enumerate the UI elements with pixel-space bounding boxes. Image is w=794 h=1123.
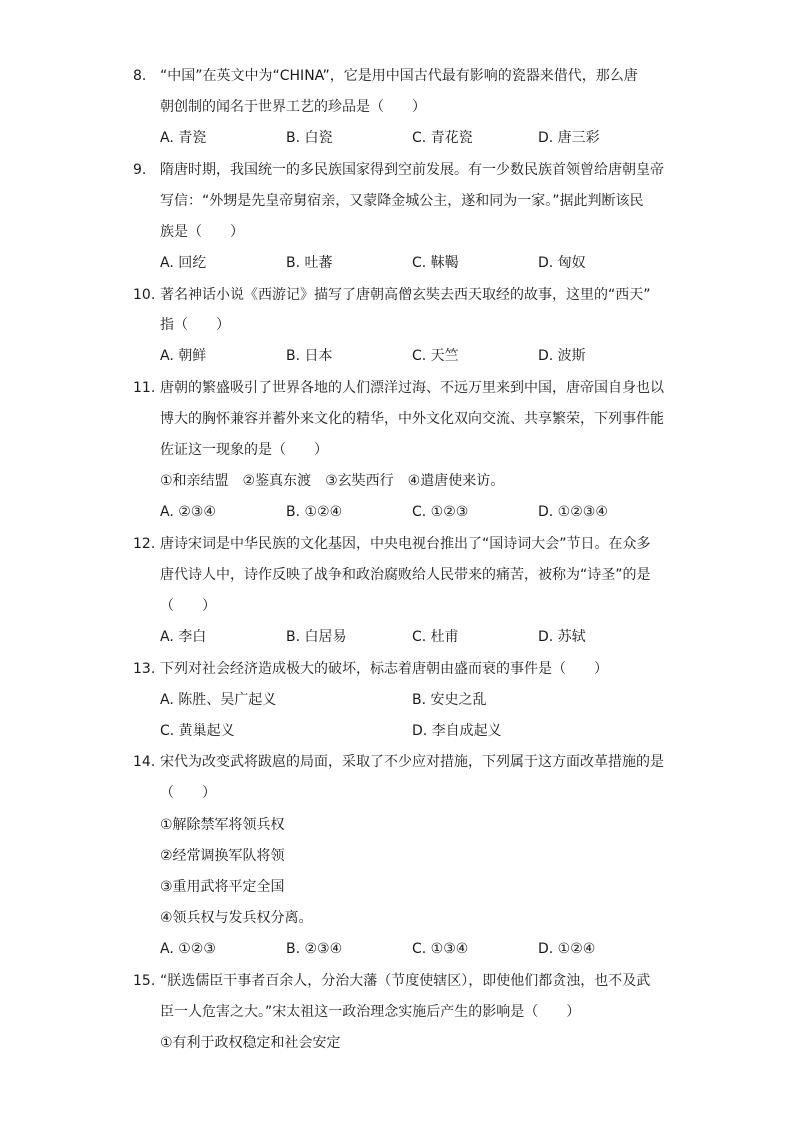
question-text: 写信：“外甥是先皇帝舅宿亲，又蒙降金城公主，遂和同为一家。”据此判断该民: [160, 193, 644, 209]
question-text: 下列对社会经济造成极大的破坏，标志着唐朝由盛而衰的事件是（ ）: [160, 661, 608, 677]
statement-item: ④领兵权与发兵权分离。: [160, 910, 313, 926]
statement-item: ②经常调换军队将领: [160, 848, 285, 864]
option-a: A. ②③④: [160, 504, 216, 520]
question-number: 9.: [133, 162, 147, 178]
option-a: A. 朝鲜: [160, 348, 207, 364]
question-text: （ ）: [160, 785, 216, 801]
option-d: D. ①②③④: [538, 504, 608, 520]
question-text: 博大的胸怀兼容并蓄外来文化的精华，中外文化双向交流、共享繁荣，下列事件能: [160, 411, 664, 427]
question-text: 指（ ）: [160, 317, 230, 333]
question-number: 10.: [133, 287, 156, 303]
option-d: D. 匈奴: [538, 255, 586, 271]
option-d: D. 李自成起义: [412, 723, 502, 739]
option-a: A. 李白: [160, 629, 207, 645]
option-c: C. 靺鞨: [412, 255, 459, 271]
question-text: 宋代为改变武将跋扈的局面，采取了不少应对措施，下列属于这方面改革措施的是: [160, 754, 664, 770]
question-number: 11.: [133, 380, 156, 396]
option-a: A. ①②③: [160, 941, 216, 957]
option-c: C. ①③④: [412, 941, 469, 957]
question-text: 唐诗宋词是中华民族的文化基因，中央电视台推出了“国诗词大会”节日。在众多: [160, 536, 651, 552]
option-b: B. 白居易: [286, 629, 347, 645]
question-text: 隋唐时期，我国统一的多民族国家得到空前发展。有一少数民族首领曾给唐朝皇帝: [160, 162, 664, 178]
option-d: D. 唐三彩: [538, 130, 600, 146]
option-a: A. 青瓷: [160, 130, 207, 146]
option-b: B. ②③④: [286, 941, 343, 957]
option-c: C. 天竺: [412, 348, 459, 364]
question-text: 族是（ ）: [160, 224, 244, 240]
option-a: A. 陈胜、吴广起义: [160, 692, 277, 708]
option-a: A. 回纥: [160, 255, 207, 271]
option-b: B. ①②④: [286, 504, 343, 520]
option-c: C. 黄巢起义: [160, 723, 235, 739]
option-b: B. 白瓷: [286, 130, 333, 146]
question-number: 15.: [133, 973, 156, 989]
question-text: 著名神话小说《西游记》描写了唐朝高僧玄奘去西天取经的故事，这里的“西天”: [160, 287, 651, 303]
question-text: 唐代诗人中，诗作反映了战争和政治腐败给人民带来的痛苦，被称为“诗圣”的是: [160, 567, 651, 583]
question-text: 臣一人危害之大。”宋太祖这一政治理念实施后产生的影响是（ ）: [160, 1004, 581, 1020]
option-b: B. 安史之乱: [412, 692, 487, 708]
statement-item: ①解除禁军将领兵权: [160, 817, 285, 833]
option-d: D. ①②④: [538, 941, 596, 957]
question-number: 12.: [133, 536, 156, 552]
option-b: B. 吐蕃: [286, 255, 333, 271]
option-b: B. 日本: [286, 348, 333, 364]
option-c: C. 青花瓷: [412, 130, 473, 146]
option-c: C. ①②③: [412, 504, 469, 520]
statement-item: ①有利于政权稳定和社会安定: [160, 1035, 341, 1051]
question-number: 13.: [133, 661, 156, 677]
option-d: D. 波斯: [538, 348, 586, 364]
question-text: 唐朝的繁盛吸引了世界各地的人们漂洋过海、不远万里来到中国，唐帝国自身也以: [160, 380, 664, 396]
option-d: D. 苏轼: [538, 629, 586, 645]
question-text: “朕选儒臣干事者百余人，分治大藩（节度使辖区），即使他们都贪浊，也不及武: [160, 973, 651, 989]
question-text: 佐证这一现象的是（ ）: [160, 442, 328, 458]
option-c: C. 杜甫: [412, 629, 459, 645]
question-text: 朝创制的闻名于世界工艺的珍品是（ ）: [160, 99, 426, 115]
statement-list: ①和亲结盟 ②鉴真东渡 ③玄奘西行 ④遣唐使来访。: [160, 473, 505, 489]
question-text: “中国”在英文中为“CHINA”，它是用中国古代最有影响的瓷器来借代，那么唐: [160, 68, 638, 84]
statement-item: ③重用武将平定全国: [160, 879, 285, 895]
question-text: （ ）: [160, 598, 216, 614]
question-number: 14.: [133, 754, 156, 770]
question-number: 8.: [133, 68, 147, 84]
